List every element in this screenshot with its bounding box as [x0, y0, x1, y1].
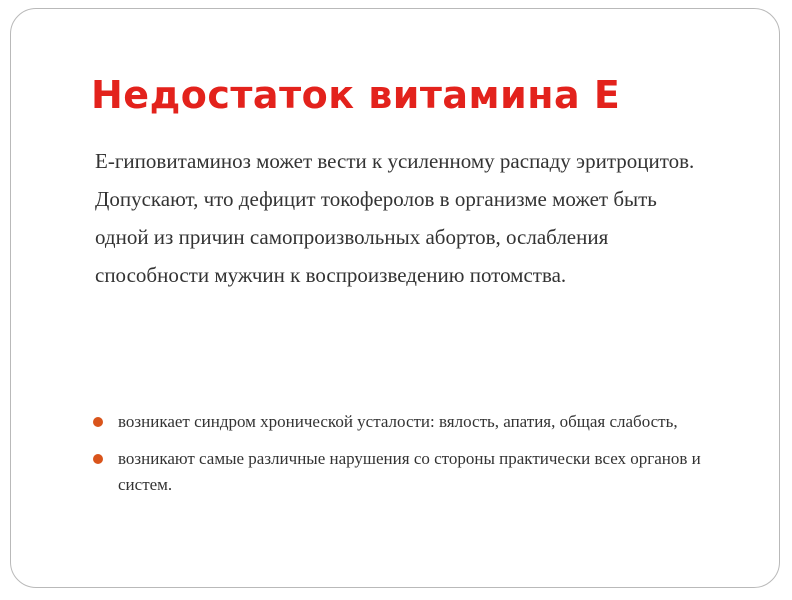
bullet-dot-icon: [93, 417, 103, 427]
bullet-item: [91, 446, 751, 498]
slide-title: Недостаток витамина Е: [91, 73, 621, 117]
bullet-list: [91, 409, 751, 509]
bullet-text: возникает синдром хронической усталости: вялость, апатия, общая слабость,: [118, 412, 678, 431]
bullet-dot-icon: [93, 454, 103, 464]
bullet-text: возникают самые различные нарушения со стороны практически всех органов и систем.: [118, 449, 701, 494]
slide-body-text: Е-гиповитаминоз может вести к усиленному распаду эритроцитов. Допускают, что дефицит токоферолов в организме может быть одной из причин самопроизвольных абортов, ослабления способности мужчин к воспроизведению потомства.: [95, 149, 695, 287]
bullet-item: [91, 409, 751, 435]
slide: [10, 8, 780, 588]
